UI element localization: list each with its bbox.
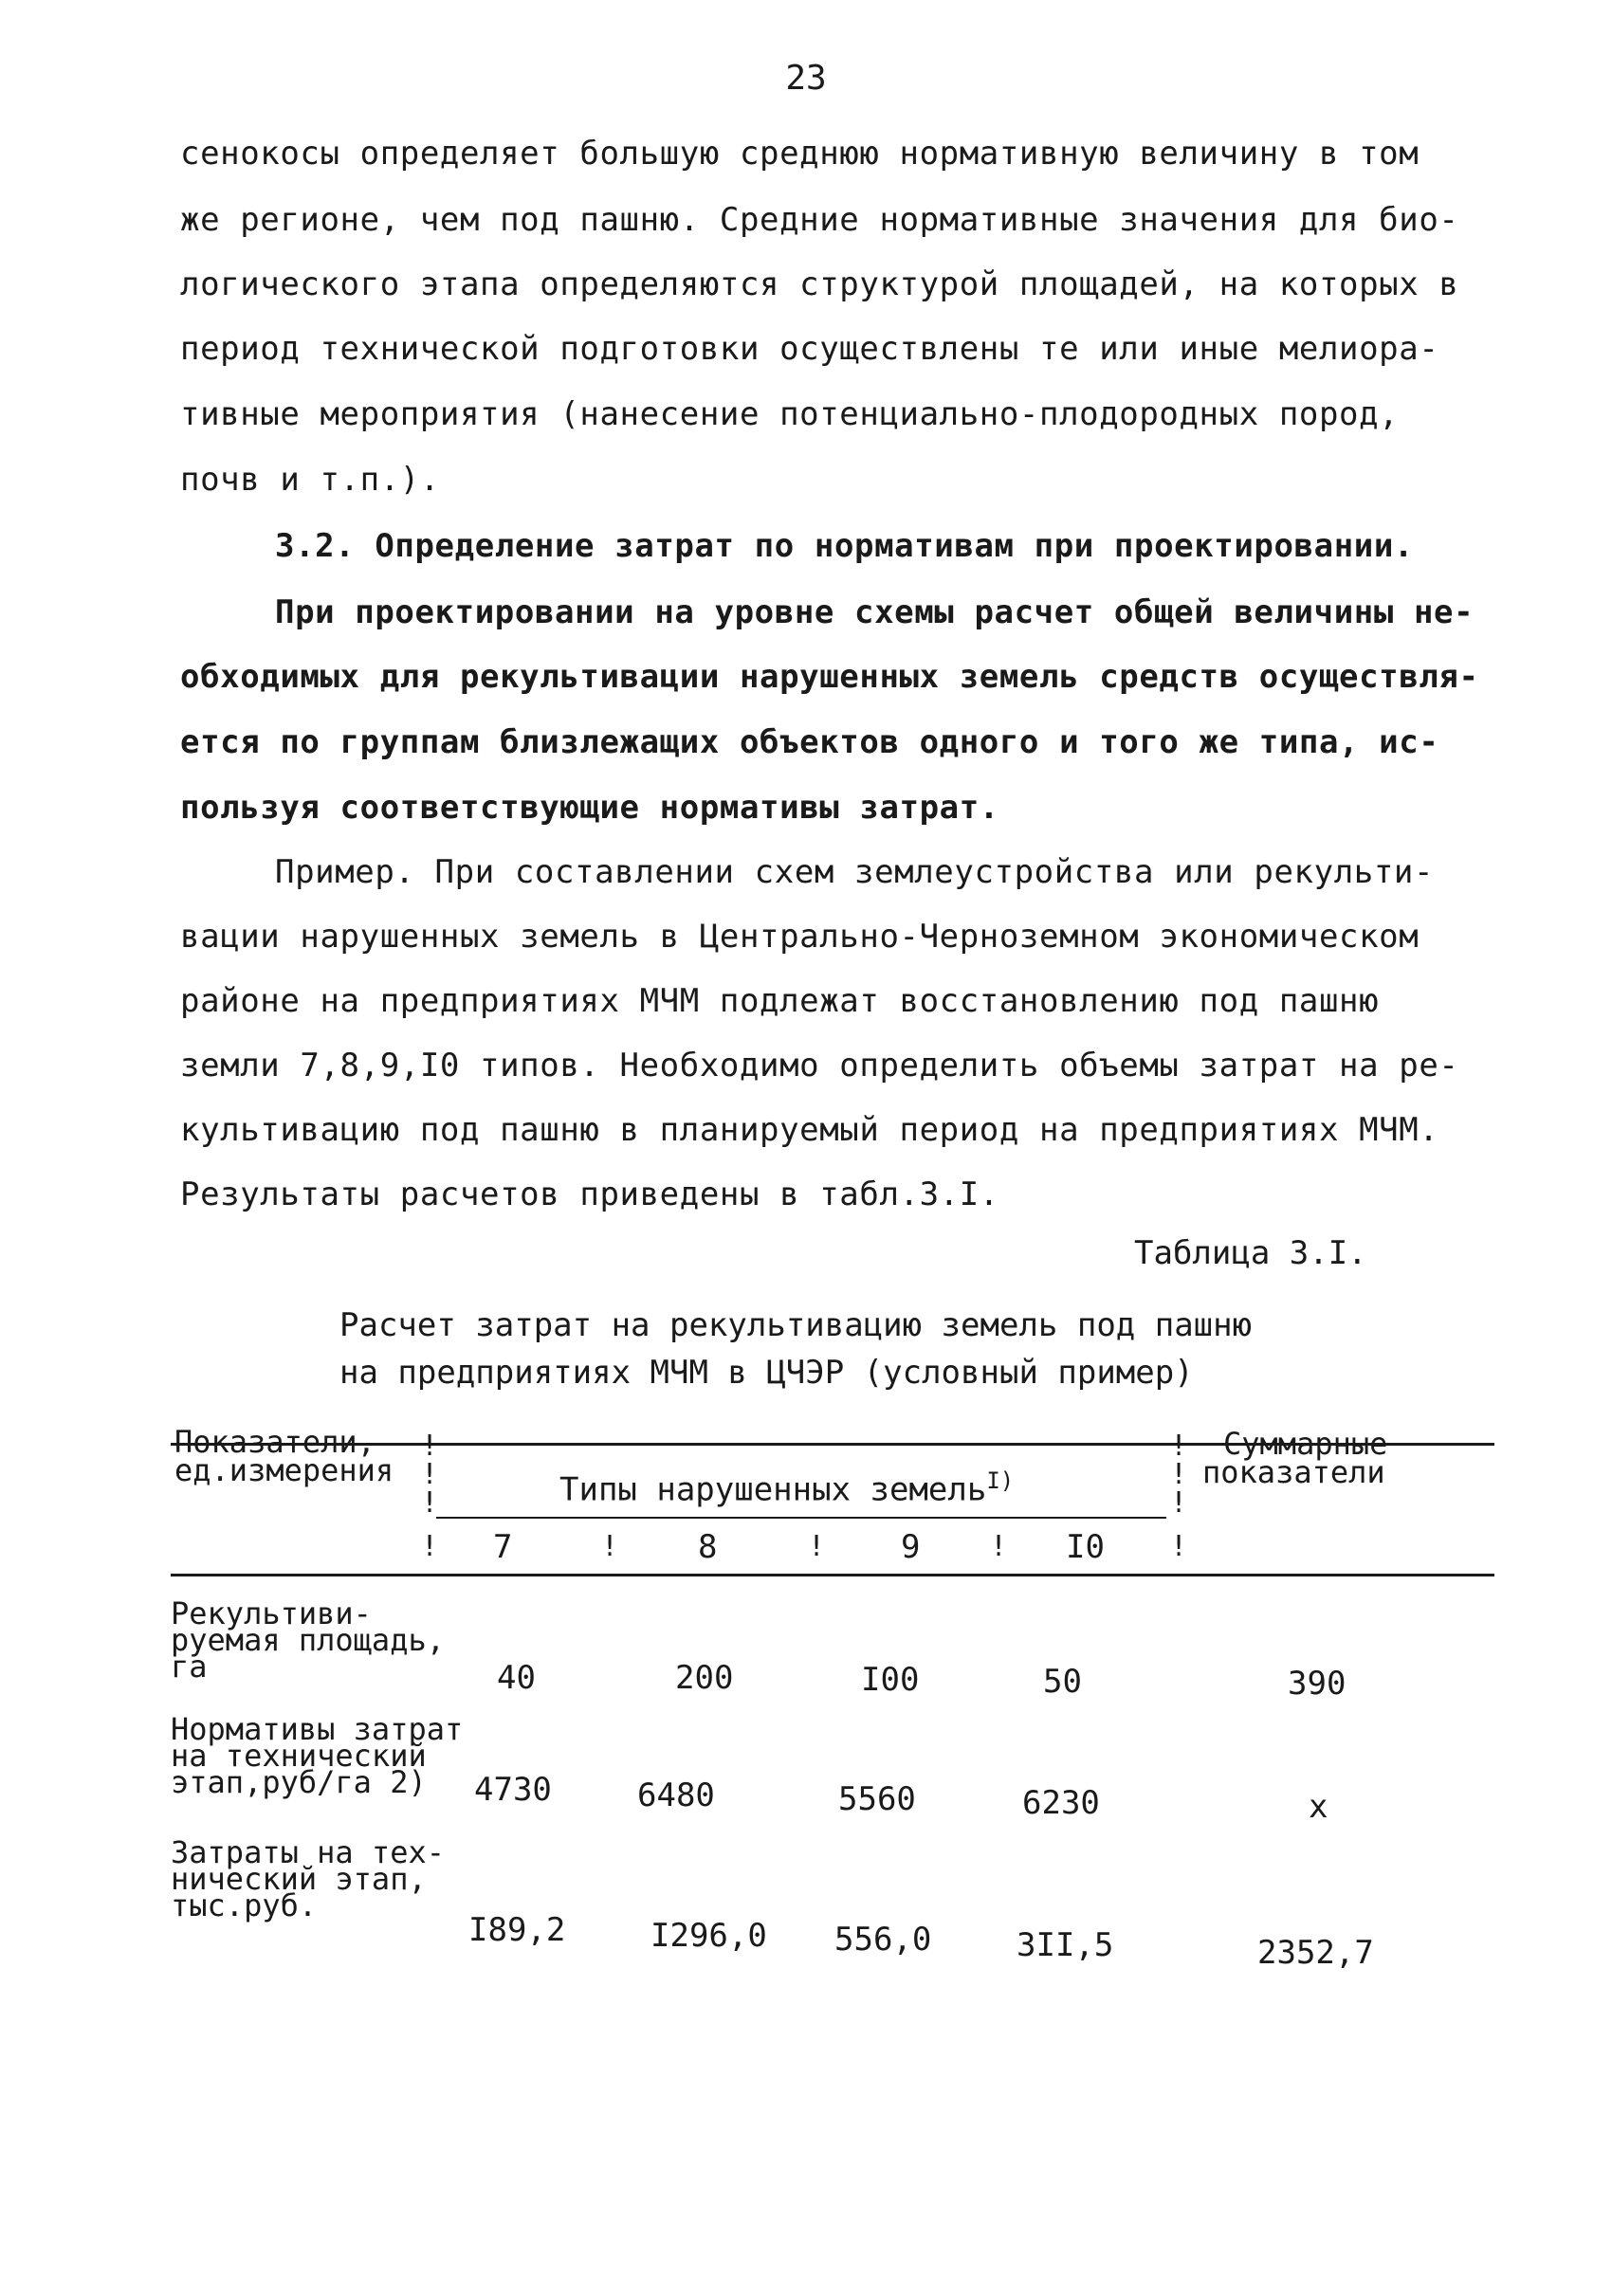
header-indicators: Показатели, [174,1424,376,1460]
table-header-rule [171,1574,1494,1576]
header-separator: ! [421,1486,439,1520]
body-line: обходимых для рекультивации нарушенных земель средств осуществля- [180,658,1479,696]
body-line: вации нарушенных земель в Центрально-Черноземном экономическом [180,918,1420,956]
header-separator: ! [1170,1486,1188,1520]
table-cell-total: 390 [1288,1665,1346,1703]
header-type-col: 9 [901,1528,921,1566]
table-cell: 4730 [474,1771,552,1809]
body-line: культивацию под пашню в планируемый период на предприятиях МЧМ. [180,1111,1439,1149]
header-separator: ! [1170,1430,1188,1463]
table-mid-rule [436,1517,1166,1519]
body-line: тивные мероприятия (нанесение потенциально-плодородных пород, [180,395,1400,433]
table-cell: 5560 [838,1780,916,1818]
table-cell: I296,0 [650,1917,767,1955]
header-separator: ! [1170,1530,1188,1563]
header-separator: ! [990,1530,1008,1563]
header-units: ед.измерения [174,1452,394,1488]
table-row-label: Затраты на тех- нический этап, тыс.руб. [171,1834,445,1923]
header-separator: ! [421,1430,439,1463]
header-summary: показатели [1202,1454,1385,1490]
table-row-label: Нормативы затрат на технический этап,руб/га 2) [171,1711,464,1800]
body-line: Результаты расчетов приведены в табл.3.I. [180,1175,999,1213]
table-row-label: Рекультиви- руемая площадь, га [171,1595,445,1685]
table-cell-total: х [1309,1788,1328,1826]
header-type-col: 8 [698,1528,718,1566]
body-line: ется по группам близлежащих объектов одного и того же типа, ис- [180,723,1439,761]
table-cell: 6480 [637,1777,715,1814]
table-cell: I89,2 [468,1911,566,1949]
body-line: При проектировании на уровне схемы расчет общей величины не- [275,593,1475,631]
header-separator: ! [421,1458,439,1491]
table-cell-total: 2352,7 [1257,1934,1374,1972]
header-separator: ! [421,1530,439,1563]
body-line: Пример. При составлении схем землеустройства или рекульти- [275,853,1435,891]
header-types-text: Типы нарушенных земель [559,1470,987,1509]
table-cell: 40 [497,1659,536,1697]
header-summary: Суммарные [1223,1426,1388,1462]
table-title-line: Расчет затрат на рекультивацию земель под пашню [339,1306,1253,1344]
table-cell: I00 [861,1661,920,1699]
body-line: районе на предприятиях МЧМ подлежат восстановлению под пашню [180,982,1380,1020]
table-cell: 6230 [1022,1784,1100,1822]
body-line: почв и т.п.). [180,461,440,499]
table-cell: 3II,5 [1017,1926,1114,1964]
body-line: логического этапа определяются структурой площадей, на которых в [180,265,1459,303]
header-separator: ! [601,1530,619,1563]
table-cell: 200 [675,1659,734,1697]
header-type-col: 7 [493,1528,513,1566]
body-line: пользуя соответствующие нормативы затрат. [180,789,999,827]
body-line: период технической подготовки осуществлены те или иные мелиора- [180,330,1439,368]
table-cell: 556,0 [834,1921,932,1959]
header-separator: ! [808,1530,826,1563]
header-type-col: I0 [1066,1528,1105,1566]
body-line: сенокосы определяет большую среднюю нормативную величину в том [180,135,1420,173]
table-title-line: на предприятиях МЧМ в ЦЧЭР (условный пример) [339,1354,1194,1392]
body-line: же регионе, чем под пашню. Средние нормативные значения для био- [180,201,1459,239]
section-heading: 3.2. Определение затрат по нормативам при проектировании. [275,527,1414,565]
header-types-footnote: I) [986,1467,1015,1494]
header-separator: ! [1170,1458,1188,1491]
body-line: земли 7,8,9,I0 типов. Необходимо определить объемы затрат на ре- [180,1047,1459,1084]
table-label: Таблица 3.I. [1134,1234,1367,1272]
header-types [559,1467,1014,1508]
page-number: 23 [785,59,827,98]
table-cell: 50 [1043,1663,1082,1701]
